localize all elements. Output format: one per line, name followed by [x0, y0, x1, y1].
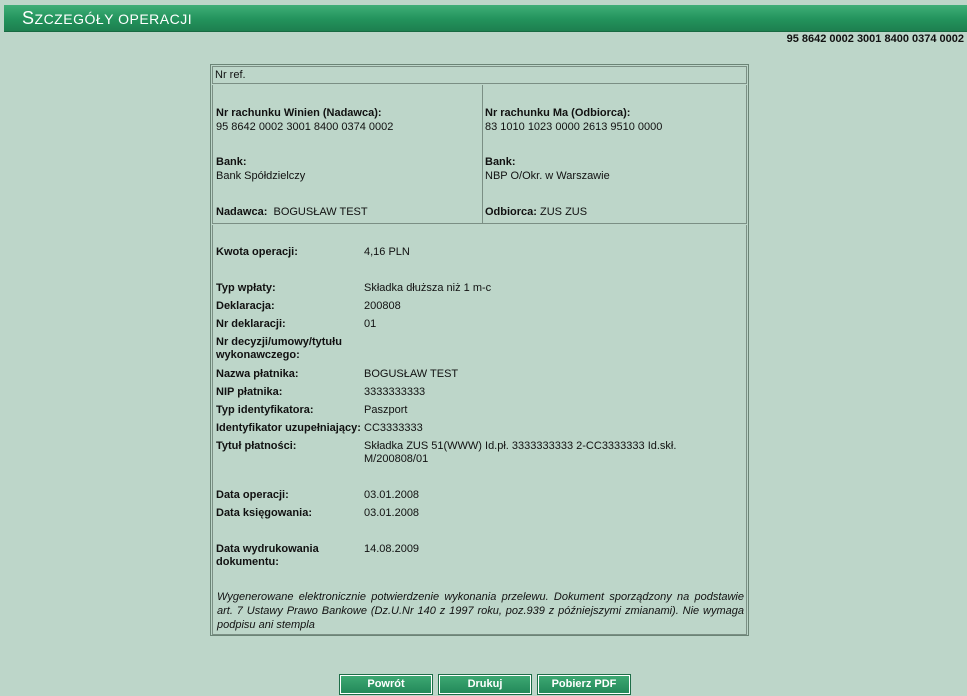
book-date-value: 03.01.2008	[364, 507, 420, 519]
payment-title-value: Składka ZUS 51(WWW) Id.pł. 3333333333 2-CC3333333 Id.skł. M/200808/01	[364, 440, 677, 465]
sender-account: 95 8642 0002 3001 8400 0374 0002	[216, 121, 394, 133]
receiver-account-label: Nr rachunku Ma (Odbiorca):	[485, 107, 631, 119]
payment-type-label: Typ wpłaty:	[216, 282, 276, 294]
payer-nip-value: 3333333333	[364, 386, 426, 398]
receiver-account: 83 1010 1023 0000 2613 9510 0000	[485, 121, 663, 133]
back-button[interactable]: Powrót	[340, 675, 432, 694]
column-divider	[482, 85, 483, 223]
payment-type-value: Składka dłuższa niż 1 m-c	[364, 282, 492, 294]
op-date-label: Data operacji:	[216, 489, 289, 501]
print-date-value: 14.08.2009	[364, 543, 420, 555]
id-type-value: Paszport	[364, 404, 408, 416]
amount-label: Kwota operacji:	[216, 246, 298, 258]
sender-bank-label: Bank:	[216, 156, 247, 168]
payer-name-label: Nazwa płatnika:	[216, 368, 299, 380]
payer-name-value: BOGUSŁAW TEST	[364, 368, 459, 380]
sender-name: BOGUSŁAW TEST	[273, 206, 368, 218]
title-bar	[4, 5, 967, 32]
reference-row	[212, 66, 747, 84]
decision-no-label: Nr decyzji/umowy/tytułu wykonawczego:	[216, 336, 342, 361]
receiver-name: ZUS ZUS	[540, 206, 588, 218]
parties-section	[212, 85, 747, 224]
receiver-block	[485, 85, 745, 223]
details-section	[212, 225, 747, 635]
declaration-value: 200808	[364, 300, 401, 312]
account-number-header: 95 8642 0002 3001 8400 0374 0002	[786, 33, 964, 45]
print-button[interactable]: Drukuj	[439, 675, 531, 694]
receiver-name-label: Odbiorca:	[485, 206, 537, 218]
page-title: SZCZEGÓŁY OPERACJI	[22, 8, 193, 28]
sender-bank: Bank Spółdzielczy	[216, 170, 306, 182]
declaration-label: Deklaracja:	[216, 300, 275, 312]
sender-name-label: Nadawca:	[216, 206, 268, 218]
reference-label: Nr ref.	[215, 69, 246, 81]
declaration-no-label: Nr deklaracji:	[216, 318, 286, 330]
book-date-label: Data księgowania:	[216, 507, 312, 519]
declaration-no-value: 01	[364, 318, 377, 330]
id-type-label: Typ identyfikatora:	[216, 404, 314, 416]
receiver-bank: NBP O/Okr. w Warszawie	[485, 170, 610, 182]
operation-details-panel	[210, 64, 749, 636]
payer-nip-label: NIP płatnika:	[216, 386, 283, 398]
download-pdf-button[interactable]: Pobierz PDF	[538, 675, 630, 694]
sender-name-line	[216, 206, 368, 219]
op-date-value: 03.01.2008	[364, 489, 420, 501]
legal-footnote: Wygenerowane elektronicznie potwierdzenie wykonania przelewu. Dokument sporządzony na podstawie art. 7 Ustawy Prawo Bankowe (Dz.U.Nr 140 z 1997 roku, poz.939 z późniejszymi zmianami). Nie wymaga podpisu ani stempla	[217, 591, 744, 631]
receiver-name-line	[485, 206, 587, 219]
amount-value: 4,16 PLN	[364, 246, 410, 258]
receiver-bank-label: Bank:	[485, 156, 516, 168]
sender-account-label: Nr rachunku Winien (Nadawca):	[216, 107, 382, 119]
payment-title-label: Tytuł płatności:	[216, 440, 297, 452]
id-extra-label: Identyfikator uzupełniający:	[216, 422, 361, 434]
sender-block	[216, 85, 476, 223]
print-date-label: Data wydrukowania dokumentu:	[216, 543, 319, 568]
id-extra-value: CC3333333	[364, 422, 423, 434]
